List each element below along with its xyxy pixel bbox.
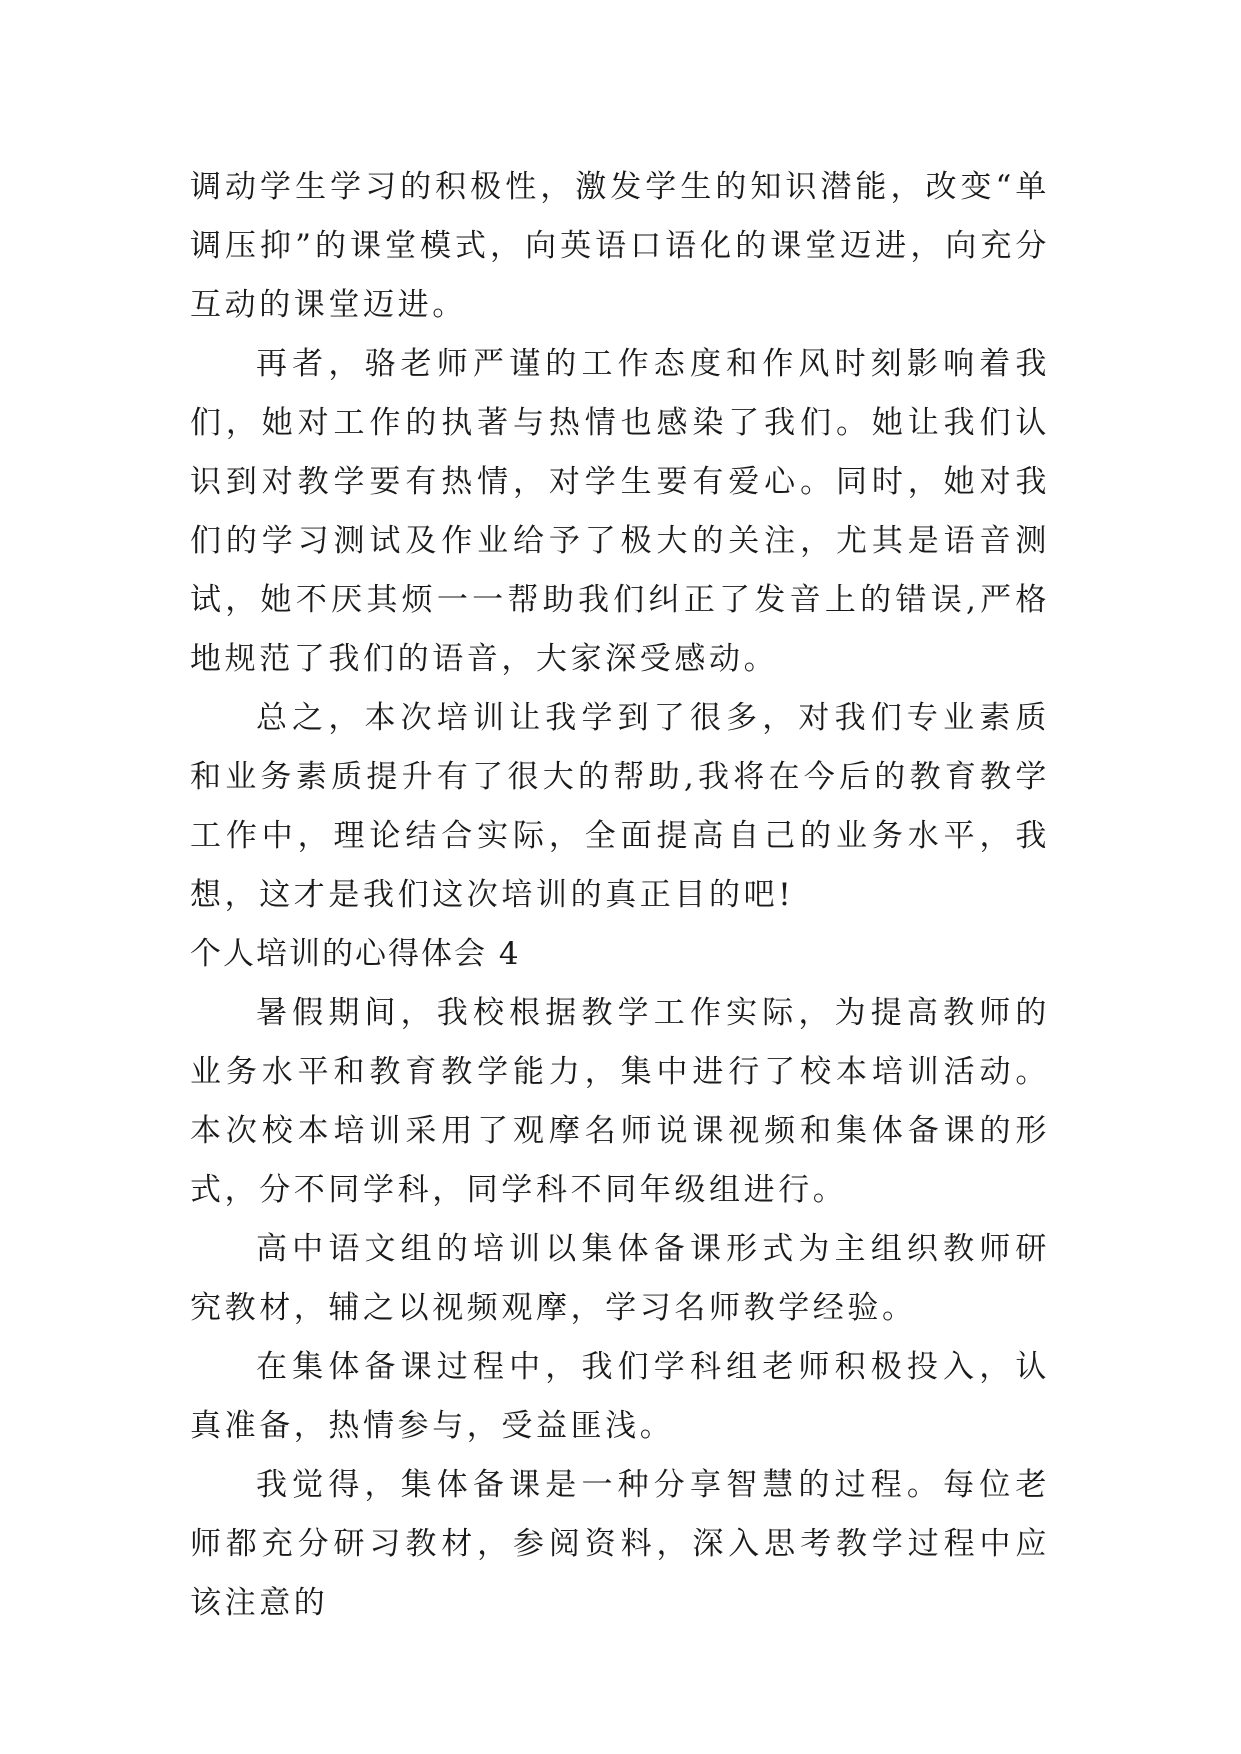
paragraph: 高中语文组的培训以集体备课形式为主组织教师研究教材，辅之以视频观摩，学习名师教学经验。 [190, 1231, 1050, 1326]
section-heading: 个人培训的心得体会 4 [190, 936, 521, 972]
paragraph: 再者，骆老师严谨的工作态度和作风时刻影响着我们，她对工作的执著与热情也感染了我们。她让我们认识到对教学要有热情，对学生要有爱心。同时，她对我们的学习测试及作业给予了极大的关注，尤其是语音测试，她不厌其烦一一帮助我们纠正了发音上的错误,严格地规范了我们的语音，大家深受感动。 [190, 346, 1050, 677]
document-body [190, 158, 1050, 1633]
paragraph: 总之，本次培训让我学到了很多，对我们专业素质和业务素质提升有了很大的帮助,我将在今后的教育教学工作中，理论结合实际，全面提高自己的业务水平，我想，这才是我们这次培训的真正目的吧! [190, 700, 1050, 913]
paragraph: 在集体备课过程中，我们学科组老师积极投入，认真准备，热情参与，受益匪浅。 [190, 1349, 1050, 1444]
paragraph: 暑假期间，我校根据教学工作实际，为提高教师的业务水平和教育教学能力，集中进行了校本培训活动。本次校本培训采用了观摩名师说课视频和集体备课的形式，分不同学科，同学科不同年级组进行。 [190, 995, 1050, 1208]
paragraph: 我觉得，集体备课是一种分享智慧的过程。每位老师都充分研习教材，参阅资料，深入思考教学过程中应该注意的 [190, 1467, 1050, 1621]
paragraph: 调动学生学习的积极性，激发学生的知识潜能，改变“单调压抑”的课堂模式，向英语口语化的课堂迈进，向充分互动的课堂迈进。 [190, 169, 1050, 323]
